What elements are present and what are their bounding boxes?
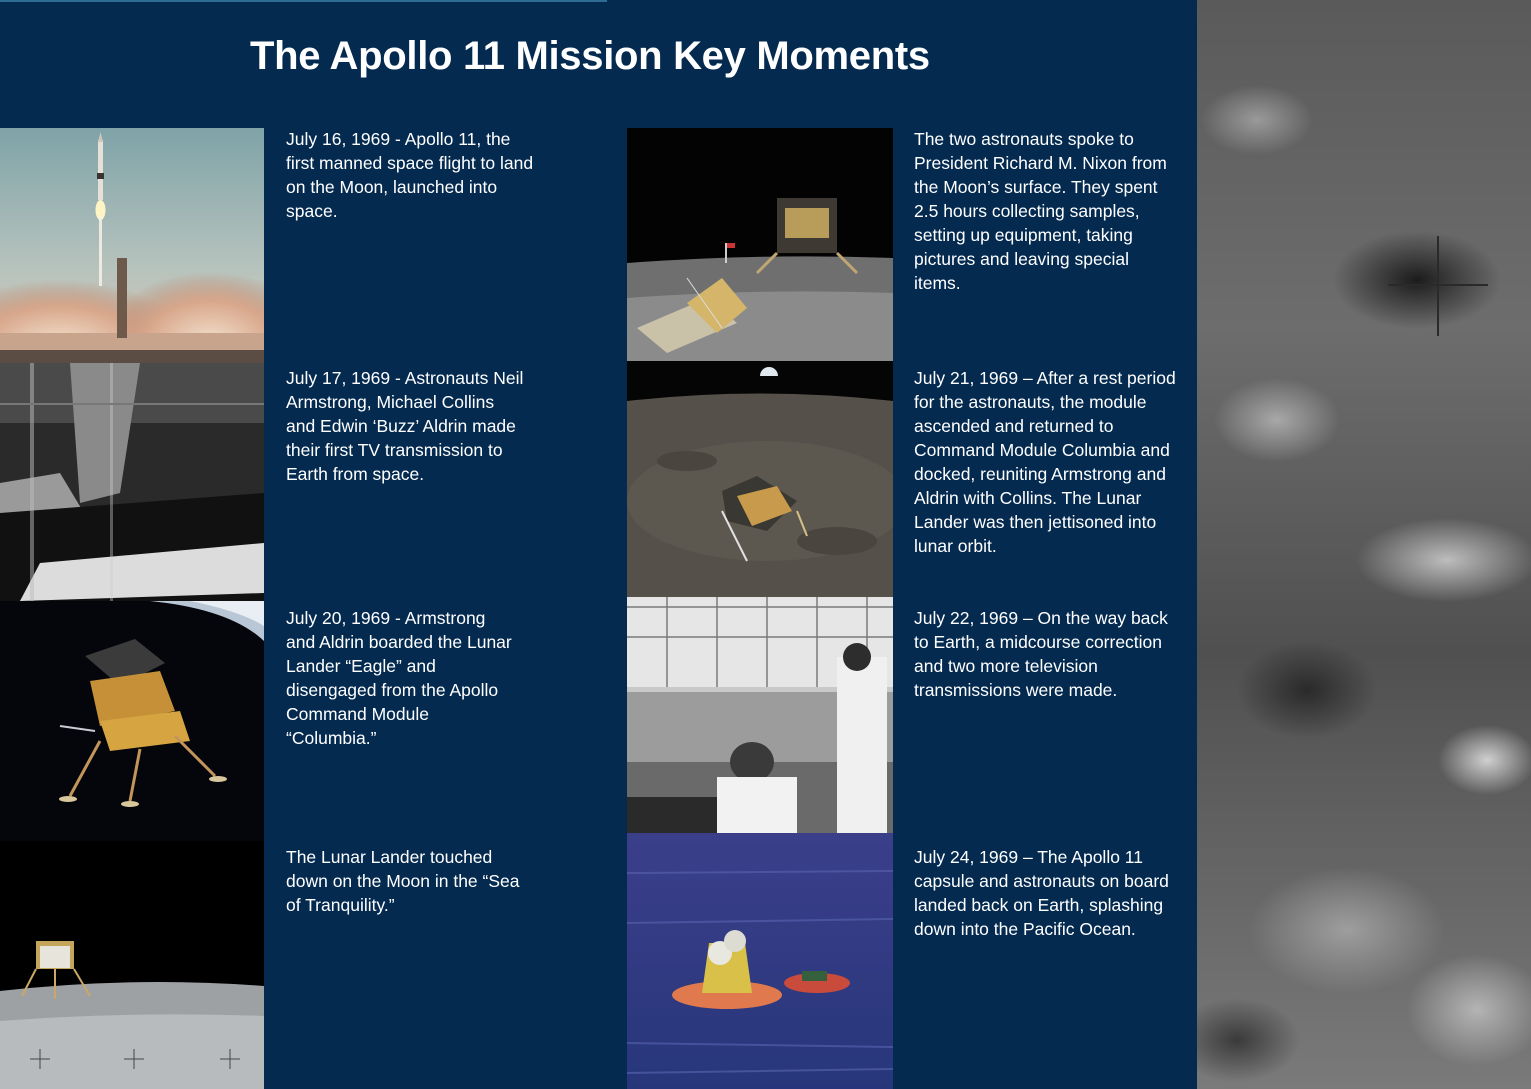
moon-surface-photo <box>1197 0 1531 1089</box>
event-text-moon-landing: The Lunar Lander touched down on the Moon in the “Sea of Tranquility.” <box>286 847 520 915</box>
photo-moon-surface-equipment <box>627 128 893 361</box>
page-title: The Apollo 11 Mission Key Moments <box>250 34 930 78</box>
photo-lunar-lander-eagle <box>0 601 264 841</box>
event-text-launch: July 16, 1969 - Apollo 11, the first manned space flight to land on the Moon, launched into space. <box>286 129 534 221</box>
event-text-splashdown: July 24, 1969 – The Apollo 11 capsule and astronauts on board landed back on Earth, splashing down into the Pacific Ocean. <box>914 847 1169 939</box>
event-text-midcourse-correction: July 22, 1969 – On the way back to Earth, a midcourse correction and two more television transmissions were made. <box>914 608 1168 700</box>
top-accent-line <box>0 0 607 2</box>
event-text-nixon-call: The two astronauts spoke to President Richard M. Nixon from the Moon’s surface. They spent 2.5 hours collecting samples, setting up equipment, taking pictures and leaving special items. <box>914 129 1167 293</box>
photo-ascent-module-orbit <box>627 361 893 597</box>
event-text-redocking: July 21, 1969 – After a rest period for the astronauts, the module ascended and returned to Command Module Columbia and docked, reuniting Armstrong and Aldrin with Collins. The Lunar Lander was then jettisoned into lunar orbit. <box>914 368 1176 556</box>
event-text-eagle-undocking: July 20, 1969 - Armstrong and Aldrin boarded the Lunar Lander “Eagle” and disengaged from the Apollo Command Module “Columbia.” <box>286 608 512 748</box>
photo-pacific-splashdown <box>627 833 893 1089</box>
photo-lander-on-moon <box>0 841 264 1089</box>
photo-tv-transmission <box>0 363 264 601</box>
photo-mission-control <box>627 597 893 833</box>
event-text-tv-transmission: July 17, 1969 - Astronauts Neil Armstrong, Michael Collins and Edwin ‘Buzz’ Aldrin made their first TV transmission to Earth from space. <box>286 368 524 484</box>
photo-rocket-launch <box>0 128 264 363</box>
